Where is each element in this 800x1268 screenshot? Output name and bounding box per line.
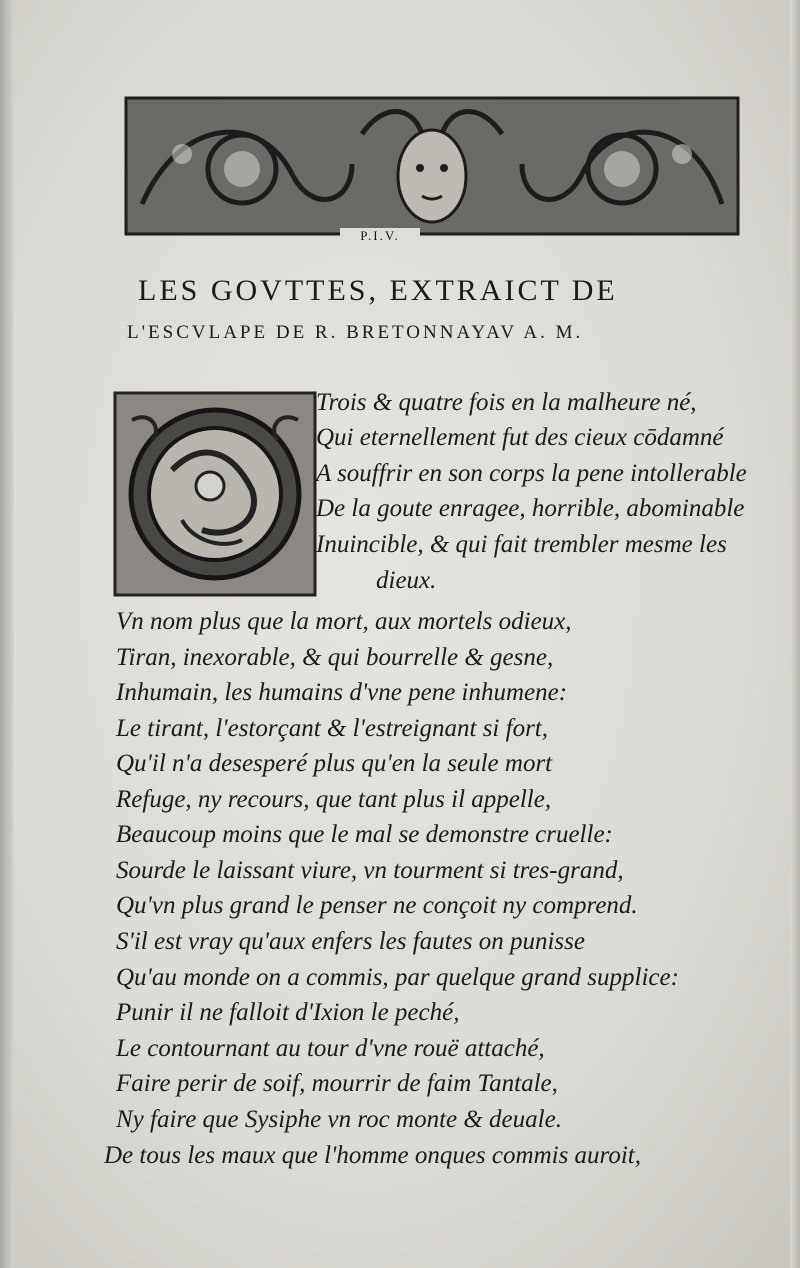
- verse-line: Le tirant, l'estorçant & l'estreignant si fort,: [116, 715, 548, 742]
- verse-line: Beaucoup moins que le mal se demonstre cruelle:: [116, 821, 613, 848]
- verse-line: Inuincible, & qui fait trembler mesme les: [316, 531, 727, 558]
- verse-line: Tiran, inexorable, & qui bourrelle & gesne,: [116, 644, 554, 671]
- verse-line: Ny faire que Sysiphe vn roc monte & deuale.: [116, 1106, 562, 1133]
- verse-line: Inhumain, les humains d'vne pene inhumene:: [116, 679, 568, 706]
- page-title: LES GOVTTES, EXTRAICT DE: [138, 274, 618, 307]
- verse-line: Qui eternellement fut des cieux cōdamné: [316, 424, 724, 451]
- verse-line: De tous les maux que l'homme onques commis auroit,: [104, 1142, 641, 1169]
- verse-line: Punir il ne falloit d'Ixion le peché,: [116, 999, 460, 1026]
- verse-line: Qu'il n'a desesperé plus qu'en la seule mort: [116, 750, 553, 777]
- page-subtitle: L'ESCVLAPE DE R. BRETONNAYAV A. M.: [127, 322, 584, 343]
- verse-line: Qu'au monde on a commis, par quelque grand supplice:: [116, 964, 679, 991]
- banner-signature: P.I.V.: [340, 228, 420, 244]
- page-edge-left: [0, 0, 14, 1268]
- verse-line: Vn nom plus que la mort, aux mortels odieux,: [116, 608, 572, 635]
- verse-line: Trois & quatre fois en la malheure né,: [316, 389, 697, 416]
- verse-line: dieux.: [376, 567, 437, 594]
- verse-line: A souffrir en son corps la pene intollerable: [316, 460, 747, 487]
- decorated-initial-o: [112, 390, 318, 598]
- ornamental-headpiece: [122, 94, 742, 244]
- verse-line: Faire perir de soif, mourrir de faim Tantale,: [116, 1070, 558, 1097]
- verse-line: De la goute enragee, horrible, abominable: [316, 495, 745, 522]
- verse-line: Le contournant au tour d'vne rouë attaché,: [116, 1035, 545, 1062]
- verse-line: Sourde le laissant viure, vn tourment si tres-grand,: [116, 857, 624, 884]
- page-edge-right: [790, 0, 800, 1268]
- verse-line: Refuge, ny recours, que tant plus il appelle,: [116, 786, 552, 813]
- verse-line: S'il est vray qu'aux enfers les fautes on punisse: [116, 928, 585, 955]
- verse-line: Qu'vn plus grand le penser ne conçoit ny comprend.: [116, 892, 638, 919]
